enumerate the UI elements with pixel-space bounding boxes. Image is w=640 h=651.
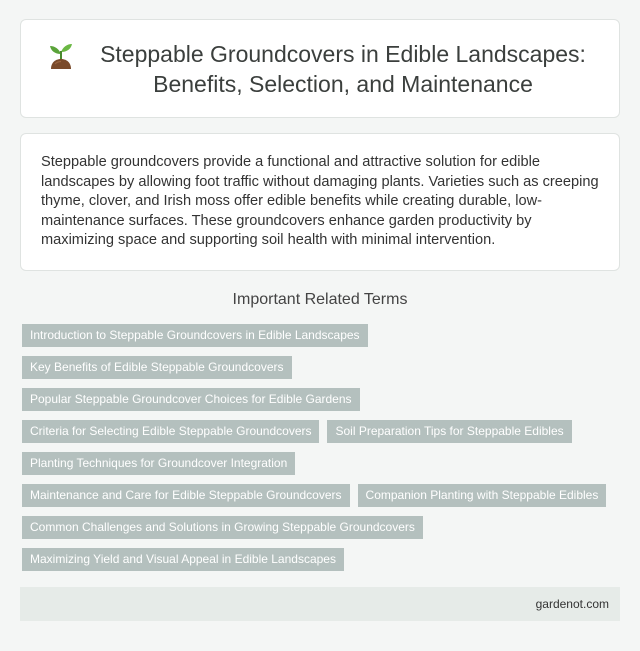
related-term-tag[interactable]: Popular Steppable Groundcover Choices for Edible Gardens <box>22 388 360 411</box>
seedling-icon <box>47 41 75 71</box>
summary-card <box>20 133 620 271</box>
related-term-tag[interactable]: Maximizing Yield and Visual Appeal in Edible Landscapes <box>22 548 344 571</box>
related-term-tag[interactable]: Soil Preparation Tips for Steppable Edibles <box>327 420 571 443</box>
related-term-tag[interactable]: Common Challenges and Solutions in Growing Steppable Groundcovers <box>22 516 423 539</box>
related-term-tag[interactable]: Maintenance and Care for Edible Steppable Groundcovers <box>22 484 350 507</box>
related-term-tag[interactable]: Introduction to Steppable Groundcovers in Edible Landscapes <box>22 324 368 347</box>
related-terms-list <box>22 324 622 571</box>
title-row <box>47 39 593 99</box>
related-term-tag[interactable]: Criteria for Selecting Edible Steppable Groundcovers <box>22 420 319 443</box>
summary-text: Steppable groundcovers provide a functional and attractive solution for edible landscapes by allowing foot traffic without damaging plants. Varieties such as creeping thyme, clover, and Irish moss offer edible benefits while creating durable, low-maintenance surfaces. These groundcovers enhance garden productivity by maximizing space and supporting soil health with minimal intervention. <box>41 154 599 249</box>
related-term-tag[interactable]: Companion Planting with Steppable Edibles <box>358 484 607 507</box>
related-term-tag[interactable]: Planting Techniques for Groundcover Integration <box>22 452 295 475</box>
title-card <box>20 19 620 118</box>
related-terms-heading: Important Related Terms <box>232 291 408 308</box>
footer <box>20 587 620 621</box>
related-term-tag[interactable]: Key Benefits of Edible Steppable Groundcovers <box>22 356 292 379</box>
page-title: Steppable Groundcovers in Edible Landscapes: Benefits, Selection, and Maintenance <box>100 40 586 97</box>
footer-site[interactable]: gardenot.com <box>535 597 609 611</box>
